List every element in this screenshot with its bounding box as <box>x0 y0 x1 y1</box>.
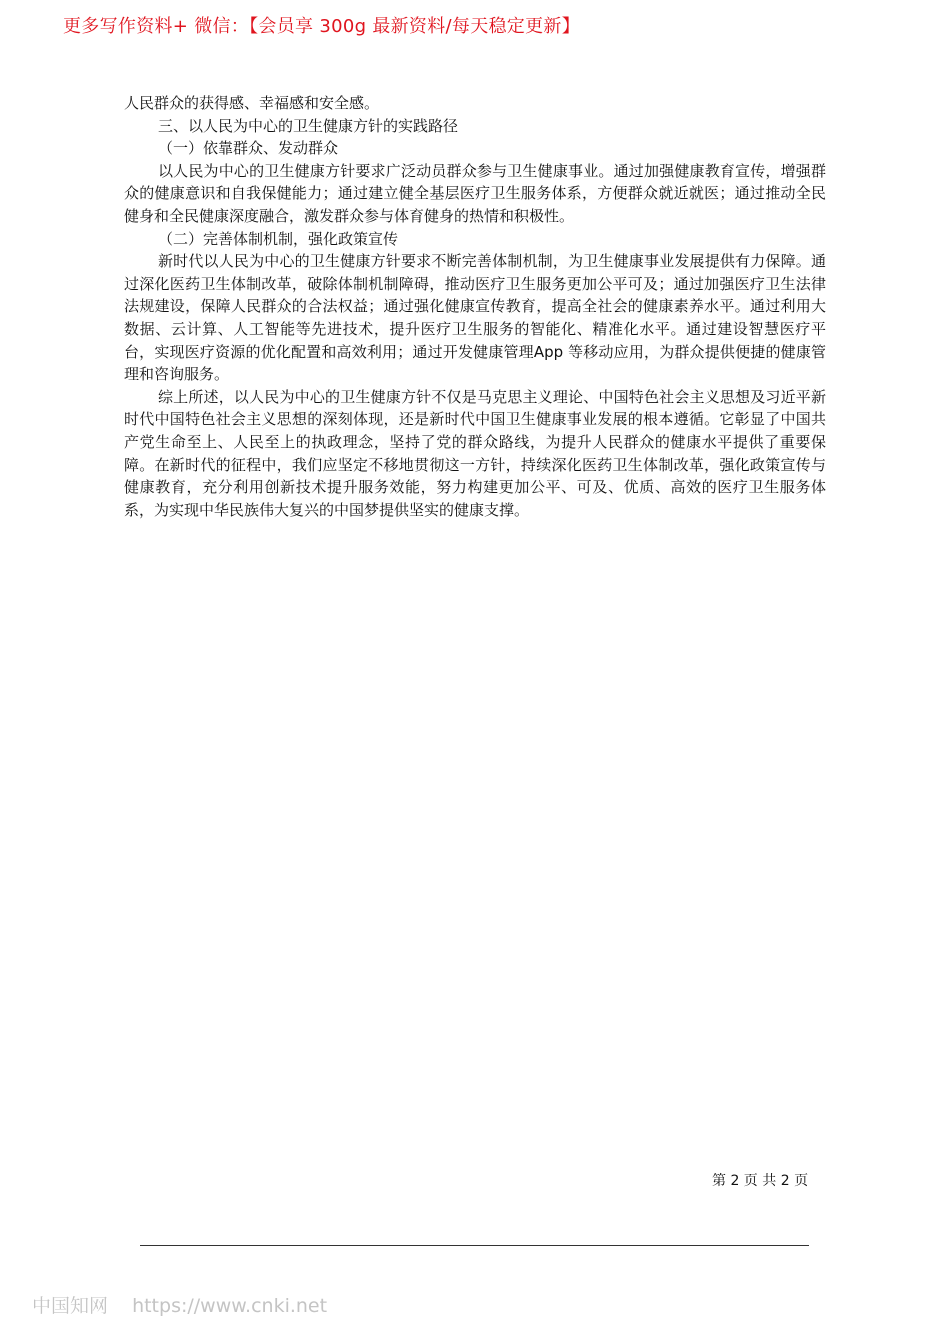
body-paragraph: 新时代以人民为中心的卫生健康方针要求不断完善体制机制，为卫生健康事业发展提供有力保障。通过深化医药卫生体制改革，破除体制机制障碍，推动医疗卫生服务更加公平可及；通过加强医疗卫生法律法规建设，保障人民群众的合法权益；通过强化健康宣传教育，提高全社会的健康素养水平。通过利用大数据、云计算、人工智能等先进技术，提升医疗卫生服务的智能化、精准化水平。通过建设智慧医疗平台，实现医疗资源的优化配置和高效利用；通过开发健康管理App 等移动应用，为群众提供便捷的健康管理和咨询服务。 <box>124 252 826 384</box>
watermark-url: https://www.cnki.net <box>132 1295 328 1317</box>
watermark-site-name: 中国知网 <box>32 1295 109 1317</box>
footer-divider <box>140 1245 809 1246</box>
body-paragraph: 以人民为中心的卫生健康方针要求广泛动员群众参与卫生健康事业。通过加强健康教育宣传，增强群众的健康意识和自我保健能力；通过建立健全基层医疗卫生服务体系，方便群众就近就医；通过推动全民健身和全民健康深度融合，激发群众参与体育健身的热情和积极性。 <box>124 161 826 225</box>
section-heading: 三、以人民为中心的卫生健康方针的实践路径 <box>158 116 459 135</box>
watermark <box>32 1292 327 1320</box>
paragraph-continuation: 人民群众的获得感、幸福感和安全感。 <box>124 94 380 112</box>
promo-banner: 更多写作资料+ 微信：【会员享 300g 最新资料/每天稳定更新】 <box>63 16 580 37</box>
conclusion-paragraph: 综上所述，以人民为中心的卫生健康方针不仅是马克思主义理论、中国特色社会主义思想及习近平新时代中国特色社会主义思想的深刻体现，还是新时代中国卫生健康事业发展的根本遵循。它彰显了中国共产党生命至上、人民至上的执政理念，坚持了党的群众路线，为提升人民群众的健康水平提供了重要保障。在新时代的征程中，我们应坚定不移地贯彻这一方针，持续深化医药卫生体制改革，强化政策宣传与健康教育，充分利用创新技术提升服务效能，努力构建更加公平、可及、优质、高效的医疗卫生服务体系，为实现中华民族伟大复兴的中国梦提供坚实的健康支撑。 <box>124 387 826 519</box>
page-number: 第 2 页 共 2 页 <box>712 1173 809 1189</box>
subsection-heading: （二）完善体制机制，强化政策宣传 <box>158 229 399 248</box>
document-body <box>124 92 826 521</box>
subsection-heading: （一）依靠群众、发动群众 <box>158 139 339 158</box>
